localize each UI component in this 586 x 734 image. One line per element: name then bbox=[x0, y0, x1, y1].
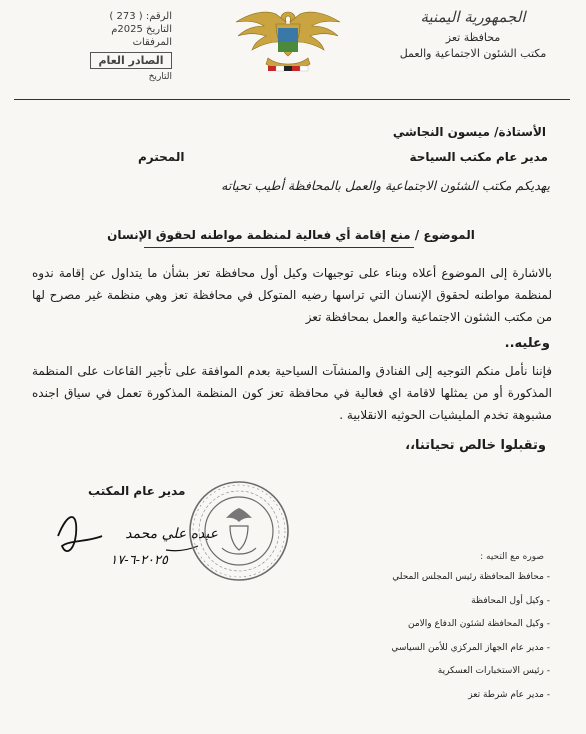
respected-label: المحترم bbox=[138, 150, 185, 164]
official-stamp-icon bbox=[186, 478, 292, 584]
recipient-name: الأستاذة/ ميسون النجاشي bbox=[392, 125, 546, 139]
governorate-name: محافظة تعز bbox=[445, 31, 501, 44]
signer-title: مدير عام المكتب bbox=[88, 484, 186, 498]
cc-heading: صوره مع التحيه : bbox=[480, 552, 544, 562]
cc-list bbox=[350, 566, 550, 707]
letterhead bbox=[398, 8, 548, 60]
list-item: - وكيل أول المحافظة bbox=[350, 590, 550, 614]
stamp-date-label: التاريخ bbox=[148, 72, 172, 82]
recipient-title: مدير عام مكتب السياحة bbox=[409, 150, 548, 164]
subject-underline bbox=[144, 247, 414, 248]
signature-date: ٢٠٢٥-٦-١٧ bbox=[110, 553, 168, 568]
subject-line: الموضوع / منع إقامة أي فعالية لمنظمة مواطنه لحقوق الإنسان bbox=[107, 228, 475, 242]
header-divider bbox=[14, 99, 570, 100]
reference-attachments: المرفقات bbox=[132, 37, 172, 48]
office-name: مكتب الشئون الاجتماعية والعمل bbox=[399, 47, 547, 60]
list-item: - مدير عام الجهاز المركزي للأمن السياسي bbox=[350, 637, 550, 661]
body-paragraph-1: بالاشارة إلى الموضوع أعلاه وبناء على توجيهات وكيل أول محافظة تعز بشأن ما يتداول عن إقامة ندوه لمنظمة مواطنه لحقوق الإنسان التي تراسها رضيه المتوكل في محافظة تعز وهي منظمة غير مصرح لها من مكتب الشئون الاجتماعية والعمل بمحافظة تعز bbox=[32, 266, 552, 324]
signer-name: عبده علي محمد bbox=[125, 526, 218, 542]
greeting-line: يهديكم مكتب الشئون الاجتماعية والعمل بالمحافظة أطيب تحياته bbox=[221, 178, 550, 193]
closing-line: وتقبلوا خالص تحياتنا،، bbox=[405, 438, 546, 453]
outgoing-stamp-label: الصادر العام bbox=[90, 52, 172, 69]
list-item: - مدير عام شرطة تعز bbox=[350, 684, 550, 708]
body-paragraph-2: فإننا نأمل منكم التوجيه إلى الفنادق والمنشآت السياحية بعدم الموافقة على تأجير القاعات على المنظمة المذكورة أو من يمثلها لاقامة اي فعالية في محافظة تعز كون المنظمة المذكورة تعمل في سياق اجنده مشبوهة تخدم المليشيات الحوثيه الانقلابية . bbox=[32, 364, 552, 422]
emblem-icon bbox=[228, 4, 348, 86]
list-item: - رئيس الاستخبارات العسكرية bbox=[350, 660, 550, 684]
list-item: - محافظ المحافظة رئيس المجلس المحلي bbox=[350, 566, 550, 590]
body-transition: وعليه.. bbox=[504, 336, 550, 351]
reference-number: الرقم: ( 273 ) bbox=[109, 11, 172, 22]
reference-date: التاريخ 2025م bbox=[111, 24, 172, 35]
reference-block bbox=[60, 10, 172, 98]
republic-name: الجمهورية اليمنية bbox=[420, 8, 526, 26]
list-item: - وكيل المحافظة لشئون الدفاع والامن bbox=[350, 613, 550, 637]
